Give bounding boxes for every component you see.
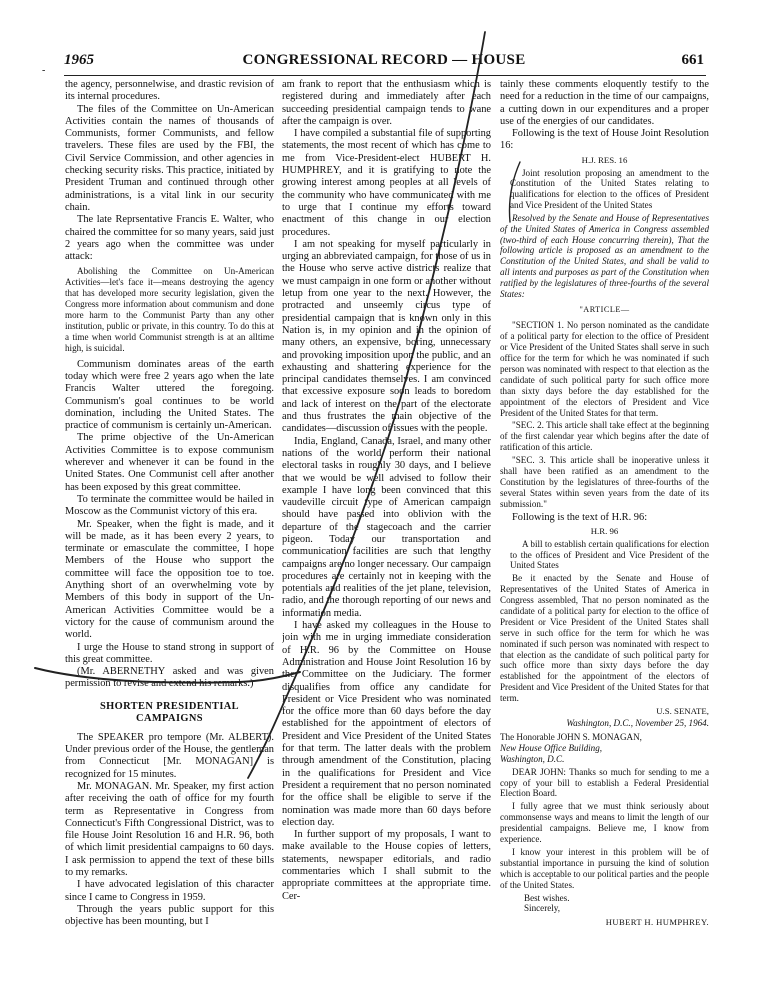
section-heading-line: CAMPAIGNS — [136, 713, 203, 725]
letter-closing — [500, 893, 709, 915]
block-quote — [65, 266, 274, 353]
paragraph: Mr. Speaker, when the fight is made, and it will be made, as it has been every 2 years, to terminate or emasculate the committee, I hope Members of the House who support the committee will face the opposition toe to toe. Anything short of an overwhelming vote by Members of this body in support of the Un-American Activities Committee would be a victory for the cause of communism around the world. — [65, 518, 274, 641]
resolution-description: Joint resolution proposing an amendment to the Constitution of the United States relating to qualifications for election to the offices of President and Vice President of the United States — [510, 167, 709, 210]
paragraph: The late Reprsentative Francis E. Walter, who chaired the committee for so many years, said just 2 years ago when the committee was under attack: — [65, 214, 274, 263]
paragraph: tainly these comments eloquently testify to the need for a reduction in the time of our campaigns, a cutting down in our expenditures and a proper use of the energies of our candidates. — [500, 79, 709, 127]
paragraph: I urge the House to stand strong in support of this great committee. — [65, 641, 274, 665]
header-year: 1965 — [64, 52, 94, 68]
resolution-title: H.J. RES. 16 — [581, 154, 628, 165]
section-2-text: "SEC. 2. This article shall take effect at the beginning of the first calendar year which begins after the date of ratification of this article. — [500, 420, 709, 453]
letter-paragraph: I know your interest in this problem will be of substantial importance in pursuing the kind of solution which is acceptable to our political parties and the people of the United States. — [500, 846, 709, 890]
letter-heading — [500, 706, 709, 765]
paragraph: I have compiled a substantial file of supporting statements, the most recent of which has come to me from Vice-President-elect HUBERT H. HUMPHREY, and it is gratifying to note the growing interest among peoples at all levels of the community who have communicated with me to urge that I continue my efforts toward enactment of this change in our election procedures. — [282, 128, 491, 238]
article-heading: "ARTICLE— — [579, 305, 630, 315]
paragraph: Following is the text of H.R. 96: — [512, 511, 648, 523]
letter-address-line: Washington, D.C. — [500, 753, 565, 764]
letter-paragraph: I fully agree that we must think seriously about commonsense ways and means to limit the length of our presidential campaigns. Believe me, I know from experience. — [500, 801, 709, 845]
closing-line: Best wishes. — [524, 892, 570, 903]
paragraph: (Mr. ABERNETHY asked and was given permission to revise and extend his remarks.) — [65, 666, 274, 690]
column-3 — [500, 79, 709, 979]
column-1 — [65, 79, 274, 979]
letter-sender-office: U.S. SENATE, — [656, 706, 709, 717]
quote-text: Abolishing the Committee on Un-American Activities—let's face it—means destroying the agency that has developed more security legislation, given the Congress more information about communism and done more harm to the Communist Party than any other institution, public or private, in this country. To do this at a time when world Communist strength is at an alltime high, is suicidal. — [65, 266, 274, 353]
letter-addressee: The Honorable JOHN S. MONAGAN, — [500, 731, 642, 742]
paragraph: India, England, Canada, Israel, and many other nations of the world perform their national electoral tasks in roughly 30 days, and I believe that we would be well advised to follow their example I have long been convinced that this vaudeville circuit type of American campaign should have passed into oblivion with the departure of the stagecoach and the carrier pigeon. Today our transportation and communication facilities are such that lengthy campaigns are no longer necessary. Our campaign procedures are certainly not in keeping with the potentials and realities of the jet plane, television, radio, and the thorough reporting of our news and information media. — [282, 435, 491, 619]
letter-paragraph: DEAR JOHN: Thanks so much for sending to me a copy of your bill to establish a Federal Presidential Election Board. — [500, 766, 709, 799]
header-rule — [64, 75, 706, 76]
paragraph: The SPEAKER pro tempore (Mr. ALBERT). Under previous order of the House, the gentleman from Connecticut [Mr. MONAGAN] is recognized for 15 minutes. — [65, 731, 274, 780]
letter-signature: HUBERT H. HUMPHREY. — [605, 917, 709, 928]
closing-line: Sincerely, — [524, 903, 561, 914]
bill-title: H.R. 96 — [590, 526, 619, 537]
paragraph: The files of the Committee on Un-American Activities contain the names of thousands of Communists, former Communists, and fellow travelers. These files are used by the FBI, the Civil Service Commission, and other agencies in checking security risks. This practice, initiated by President Truman and continued through other administrations, is a vital link in our security chain. — [65, 103, 274, 213]
paragraph: Communism dominates areas of the earth today which were free 2 years ago when the late Francis Walter uttered the foregoing. Communism's goal continues to be world domination, including the United States. The practice of communism is certainly un-American. — [65, 358, 274, 432]
paragraph: the agency, personnelwise, and drastic revision of its internal procedures. — [65, 79, 274, 103]
header-title: CONGRESSIONAL RECORD — HOUSE — [242, 52, 526, 68]
resolved-clause: Resolved by the Senate and House of Representatives of the United States of America in Congress assembled (two-third of each House concurring therein), That the following article is proposed as an amendment to the Constitution of the United States, and shall be valid to all intents and purposes as part of the Constitution when ratified by the legislatures of three-fourths of the several States: — [500, 212, 709, 300]
paragraph: I am not speaking for myself particularly in urging an abbreviated campaign, for those of us in the House who serve active districts realize that we must campaign in one form or another without letup from one year to the next. However, the protracted and unseemly circus type of presidential campaign that is known only in this Nation is, in my opinion and in the opinion of many others, an expensive, boring, unnecessary and provoking imposition upon the public, and an exhausting and shattering experience for the principal candidates themselves. I am convinced that excessive exposure soon leads to boredom and lack of interest on the part of the electorate and thus frustrates the main objective of the candidates—discussion of issues with the people. — [282, 238, 491, 435]
section-heading-line: SHORTEN PRESIDENTIAL — [100, 700, 239, 712]
paragraph: am frank to report that the enthusiasm which is registered during and immediately after each succeeding presidential campaign tends to wane after the campaign is over. — [282, 79, 491, 127]
section-3-text: "SEC. 3. This article shall be inoperative unless it shall have been ratified as an amendment to the Constitution by the legislatures of three-fourths of the several States within seven years from the date of its submission." — [500, 455, 709, 509]
section-heading — [65, 701, 274, 726]
margin-dash-mark: - — [42, 65, 46, 76]
paragraph: The prime objective of the Un-American Activities Committee is to expose communism wherever and whenever it can be found in the United States. One Communist cell after another has been exposed by this great committee. — [65, 432, 274, 493]
paragraph: In further support of my proposals, I want to make available to the House copies of letters, statements, newspaper editorials, and radio commentaries which I shall submit to the appropriate committees at the appropriate time. Cer- — [282, 829, 491, 902]
letter-address-line: New House Office Building, — [500, 742, 603, 753]
paragraph: Following is the text of House Joint Resolution 16: — [500, 128, 709, 152]
paragraph: Mr. MONAGAN. Mr. Speaker, my first action after receiving the oath of office for my fourth term as Representative in Congress from Connecticut's Fifth Congressional District, was to file House Joint Resolution 16 and H.R. 96, both of which limit presidential campaigns to 60 days. I ask permission to append the text of these bills to my remarks. — [65, 780, 274, 878]
enacting-clause: Be it enacted by the Senate and House of Representatives of the United States of America in Congress assembled, That no person nominated as the candidate of a political party for election to the office of President or Vice President of the United States shall serve in such office for the term for which he was nominated if such person was nominated with respect to that election as the candidate of such political party for such office more than sixty days before the day established for the appointment of the electors of President and Vice President of the United States for that term. — [500, 573, 709, 704]
paragraph: Through the years public support for this objective has been mounting, but I — [65, 903, 274, 928]
page-header — [64, 52, 704, 72]
header-page-number: 661 — [681, 52, 704, 68]
paragraph: To terminate the committee would be hailed in Moscow as the Communist victory of this era. — [65, 493, 274, 518]
column-2 — [282, 79, 491, 979]
paragraph: I have asked my colleagues in the House to join with me in urging immediate consideration of H.R. 96 by the Committee on House Administration and House Joint Resolution 16 by the Committee on the Judiciary. The former disqualifies from office any candidate for President or Vice President who was nominated for the office more than 60 days before the day established for the appointment of electors of President and Vice President of the United States for that term. The latter deals with the problem through amendment of the Constitution, placing in the qualifications for President and Vice President a requirement that no person nominated for the office shall be eligible to serve if the nomination was made more than 60 days before election day. — [282, 620, 491, 828]
bill-description: A bill to establish certain qualifications for election to the offices of President and Vice President of the United States — [510, 538, 709, 571]
paragraph: I have advocated legislation of this character since I came to Congress in 1959. — [65, 879, 274, 903]
section-1-text: "SECTION 1. No person nominated as the candidate of a political party for election to the office of President or Vice President of the United States shall serve in such office for the term for which he was nominated if such person was nominated with respect to that election as the candidate of such political party for such office more than sixty days before the day established for the appointment of the electors of President and Vice President of the United States for that term. — [500, 320, 709, 418]
letter-date: Washington, D.C., November 25, 1964. — [566, 717, 709, 728]
